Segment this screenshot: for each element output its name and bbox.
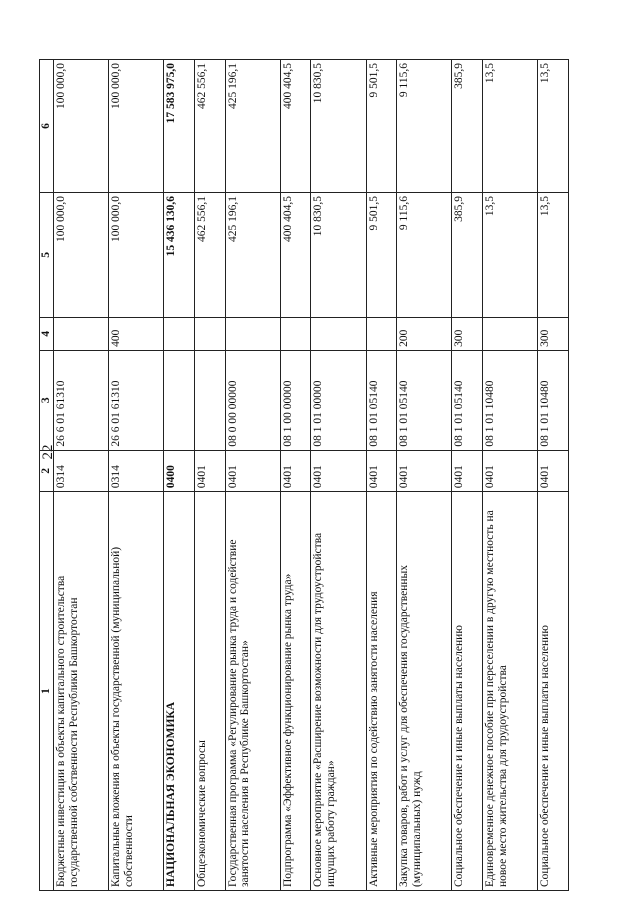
table-row: [280, 60, 311, 891]
row-name-cell: Общеэкономические вопросы: [195, 492, 226, 891]
section-code-cell: 0401: [225, 450, 280, 492]
target-article-cell: 26 6 01 61310: [54, 350, 109, 450]
row-name-cell: Закупка товаров, работ и услуг для обеспечения государственных (муниципальных) нужд: [397, 492, 452, 891]
row-name-cell: Единовременное денежное пособие при переселении в другую местность на новое место жительства для трудоустройства: [483, 492, 538, 891]
amount-2021-cell: 385,9: [452, 60, 483, 193]
target-article-cell: 08 1 01 05140: [452, 350, 483, 450]
table-row: [483, 60, 538, 891]
amount-2021-cell: 462 556,1: [195, 60, 226, 193]
amount-2020-cell: 9 115,6: [397, 192, 452, 317]
row-name-cell: Подпрограмма «Эффективное функционирование рынка труда»: [280, 492, 311, 891]
table-row: [538, 60, 569, 891]
section-code-cell: 0314: [54, 450, 109, 492]
table-row: [195, 60, 226, 891]
section-code-cell: 0401: [311, 450, 366, 492]
section-code-cell: 0314: [109, 450, 164, 492]
table-row: [54, 60, 109, 891]
section-code-cell: 0401: [280, 450, 311, 492]
target-article-cell: 08 1 01 05140: [366, 350, 397, 450]
target-article-cell: 26 6 01 61310: [109, 350, 164, 450]
table-row: [366, 60, 397, 891]
amount-2021-cell: 17 583 975,0: [164, 60, 195, 193]
target-article-cell: [164, 350, 195, 450]
amount-2020-cell: 9 501,5: [366, 192, 397, 317]
expense-type-cell: [280, 317, 311, 350]
header-cell: 1: [40, 492, 54, 891]
header-cell: 6: [40, 60, 54, 193]
section-code-cell: 0400: [164, 450, 195, 492]
table-row: [452, 60, 483, 891]
section-code-cell: 0401: [195, 450, 226, 492]
amount-2021-cell: 13,5: [538, 60, 569, 193]
row-name-cell: Основное мероприятие «Расширение возможности для трудоустройства ищущих работу граждан»: [311, 492, 366, 891]
expense-type-cell: 300: [538, 317, 569, 350]
amount-2021-cell: 100 000,0: [54, 60, 109, 193]
expense-type-cell: 200: [397, 317, 452, 350]
expense-type-cell: 400: [109, 317, 164, 350]
table-row: [109, 60, 164, 891]
amount-2020-cell: 13,5: [483, 192, 538, 317]
amount-2021-cell: 10 830,5: [311, 60, 366, 193]
target-article-cell: 08 0 00 00000: [225, 350, 280, 450]
row-name-cell: Социальное обеспечение и иные выплаты населению: [538, 492, 569, 891]
header-cell: 4: [40, 317, 54, 350]
expense-type-cell: 300: [452, 317, 483, 350]
expense-type-cell: [311, 317, 366, 350]
section-code-cell: 0401: [366, 450, 397, 492]
amount-2020-cell: 462 556,1: [195, 192, 226, 317]
expense-type-cell: [54, 317, 109, 350]
section-code-cell: 0401: [538, 450, 569, 492]
amount-2021-cell: 9 115,6: [397, 60, 452, 193]
row-name-cell: Государственная программа «Регулирование рынка труда и содействие занятости населения в Республике Башкортостан»: [225, 492, 280, 891]
amount-2020-cell: 13,5: [538, 192, 569, 317]
table-row: [164, 60, 195, 891]
section-code-cell: 0401: [452, 450, 483, 492]
amount-2020-cell: 15 436 130,6: [164, 192, 195, 317]
amount-2020-cell: 100 000,0: [109, 192, 164, 317]
row-name-cell: Капитальные вложения в объекты государственной (муниципальной) собственности: [109, 492, 164, 891]
expense-type-cell: [164, 317, 195, 350]
target-article-cell: 08 1 01 10480: [483, 350, 538, 450]
section-code-cell: 0401: [397, 450, 452, 492]
header-row: [40, 60, 54, 891]
row-name-cell: Активные мероприятия по содействию занятости населения: [366, 492, 397, 891]
expense-type-cell: [366, 317, 397, 350]
budget-table: [39, 59, 569, 891]
row-name-cell: Бюджетные инвестиции в объекты капитального строительства государственной собственности Республики Башкортостан: [54, 492, 109, 891]
amount-2021-cell: 425 196,1: [225, 60, 280, 193]
amount-2021-cell: 400 404,5: [280, 60, 311, 193]
page-number: 22: [40, 444, 56, 460]
target-article-cell: 08 1 00 00000: [280, 350, 311, 450]
target-article-cell: 08 1 01 10480: [538, 350, 569, 450]
amount-2020-cell: 385,9: [452, 192, 483, 317]
table-row: [311, 60, 366, 891]
amount-2021-cell: 100 000,0: [109, 60, 164, 193]
amount-2020-cell: 400 404,5: [280, 192, 311, 317]
amount-2021-cell: 13,5: [483, 60, 538, 193]
target-article-cell: 08 1 01 00000: [311, 350, 366, 450]
expense-type-cell: [483, 317, 538, 350]
amount-2021-cell: 9 501,5: [366, 60, 397, 193]
target-article-cell: 08 1 01 05140: [397, 350, 452, 450]
amount-2020-cell: 10 830,5: [311, 192, 366, 317]
row-name-cell: НАЦИОНАЛЬНАЯ ЭКОНОМИКА: [164, 492, 195, 891]
amount-2020-cell: 425 196,1: [225, 192, 280, 317]
row-name-cell: Социальное обеспечение и иные выплаты населению: [452, 492, 483, 891]
table-row: [225, 60, 280, 891]
header-cell: 2: [40, 450, 54, 492]
amount-2020-cell: 100 000,0: [54, 192, 109, 317]
expense-type-cell: [225, 317, 280, 350]
table-row: [397, 60, 452, 891]
header-cell: 3: [40, 350, 54, 450]
header-cell: 5: [40, 192, 54, 317]
expense-type-cell: [195, 317, 226, 350]
target-article-cell: [195, 350, 226, 450]
budget-table-container: [39, 59, 569, 891]
section-code-cell: 0401: [483, 450, 538, 492]
